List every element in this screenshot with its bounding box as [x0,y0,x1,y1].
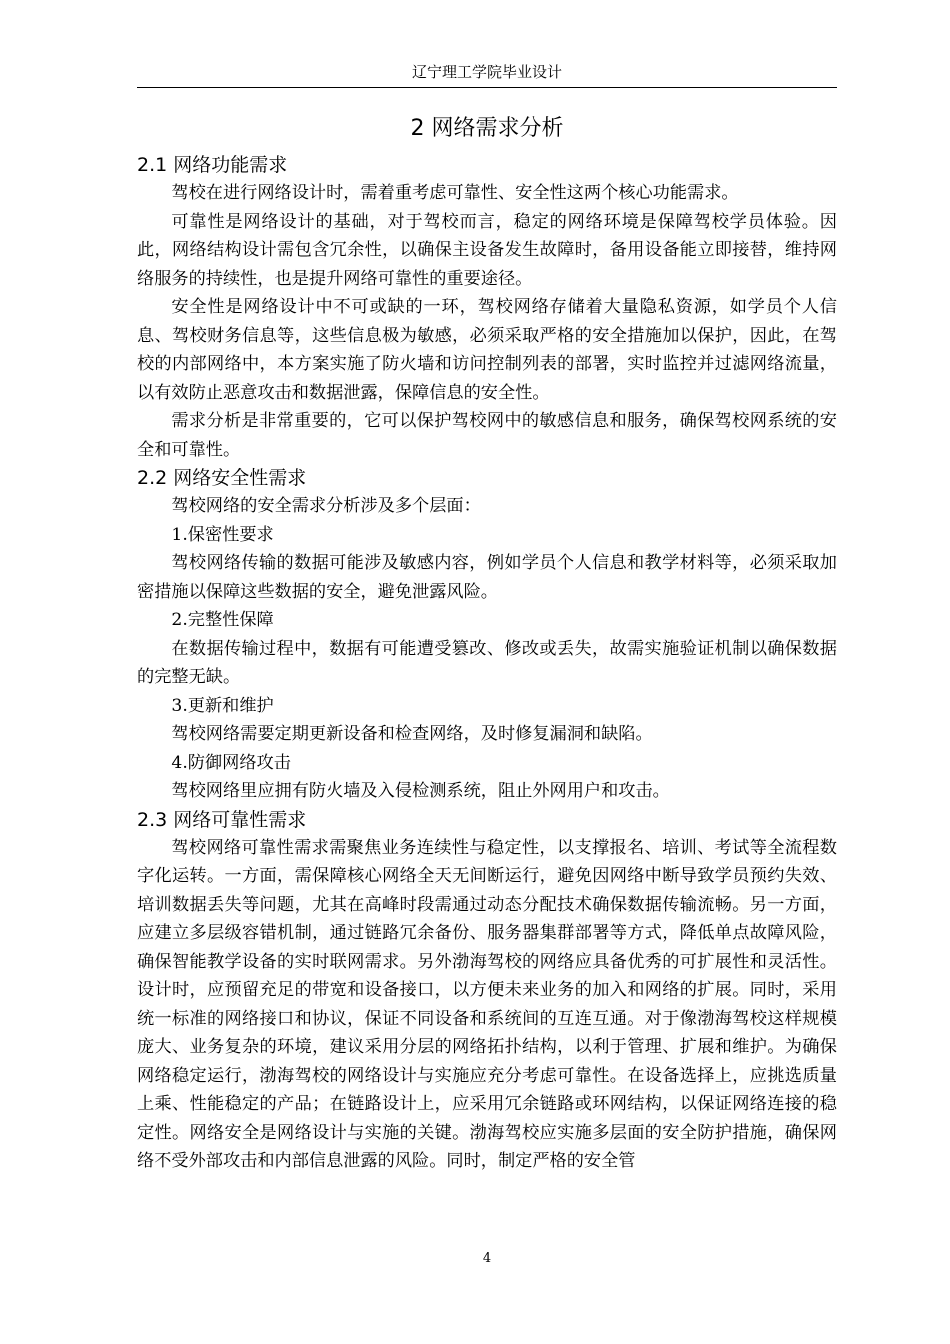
paragraph: 驾校网络传输的数据可能涉及敏感内容，例如学员个人信息和教学材料等，必须采取加密措施以保障这些数据的安全，避免泄露风险。 [137,553,837,602]
section-heading-2-1: 2.1 网络功能需求 [137,154,288,176]
section-heading-2-3: 2.3 网络可靠性需求 [137,808,307,831]
header-rule [137,87,837,88]
list-item-title: 2.完整性保障 [171,610,274,630]
list-item-title: 1.保密性要求 [171,524,274,545]
list-item-title: 3.更新和维护 [171,695,274,716]
paragraph: 需求分析是非常重要的，它可以保护驾校网中的敏感信息和服务，确保驾校网系统的安全和可靠性。 [137,411,837,460]
paragraph: 驾校网络可靠性需求需聚焦业务连续性与稳定性，以支撑报名、培训、考试等全流程数字化运转。一方面，需保障核心网络全天无间断运行，避免因网络中断导致学员预约失效、培训数据丢失等问题，尤其在高峰时段需通过动态分配技术确保数据传输流畅。另一方面，应建立多层级容错机制，通过链路冗余备份、服务器集群部署等方式，降低单点故障风险，确保智能教学设备的实时联网需求。另外渤海驾校的网络应具备优秀的可扩展性和灵活性。设计时，应预留充足的带宽和设备接口，以方便未来业务的加入和网络的扩展。同时，采用统一标准的网络接口和协议，保证不同设备和系统间的互连互通。对于像渤海驾校这样规模庞大、业务复杂的环境，建议采用分层的网络拓扑结构，以利于管理、扩展和维护。为确保网络稳定运行，渤海驾校的网络设计与实施应充分考虑可靠性。在设备选择上，应挑选质量上乘、性能稳定的产品；在链路设计上，应采用冗余链路或环网结构，以保证网络连接的稳定性。网络安全是网络设计与实施的关键。渤海驾校应实施多层面的安全防护措施，确保网络不受外部攻击和内部信息泄露的风险。同时，制定严格的安全管 [137,837,837,1171]
paragraph: 在数据传输过程中，数据有可能遭受篡改、修改或丢失，故需实施验证机制以确保数据的完整无缺。 [137,638,837,687]
running-header: 辽宁理工学院毕业设计 [411,63,562,81]
paragraph: 驾校网络里应拥有防火墙及入侵检测系统，阻止外网用户和攻击。 [171,781,670,801]
chapter-title: 2 网络需求分析 [410,116,564,141]
document-body [137,151,837,1176]
paragraph: 驾校网络需要定期更新设备和检查网络，及时修复漏洞和缺陷。 [171,724,653,744]
paragraph: 安全性是网络设计中不可或缺的一环，驾校网络存储着大量隐私资源，如学员个人信息、驾校财务信息等，这些信息极为敏感，必须采取严格的安全措施加以保护，因此，在驾校的内部网络中，本方案实施了防火墙和访问控制列表的部署，实时监控并过滤网络流量，以有效防止恶意攻击和数据泄露，保障信息的安全性。 [137,297,837,403]
page-number: 4 [482,1251,492,1266]
paragraph: 驾校在进行网络设计时，需着重考虑可靠性、安全性这两个核心功能需求。 [171,183,739,203]
section-heading-2-2: 2.2 网络安全性需求 [137,467,307,489]
list-item-title: 4.防御网络攻击 [171,752,291,773]
paragraph: 驾校网络的安全需求分析涉及多个层面： [171,496,481,516]
paragraph: 可靠性是网络设计的基础，对于驾校而言，稳定的网络环境是保障驾校学员体验。因此，网络结构设计需包含冗余性，以确保主设备发生故障时，备用设备能立即接替，维持网络服务的持续性，也是提升网络可靠性的重要途径。 [137,211,837,289]
